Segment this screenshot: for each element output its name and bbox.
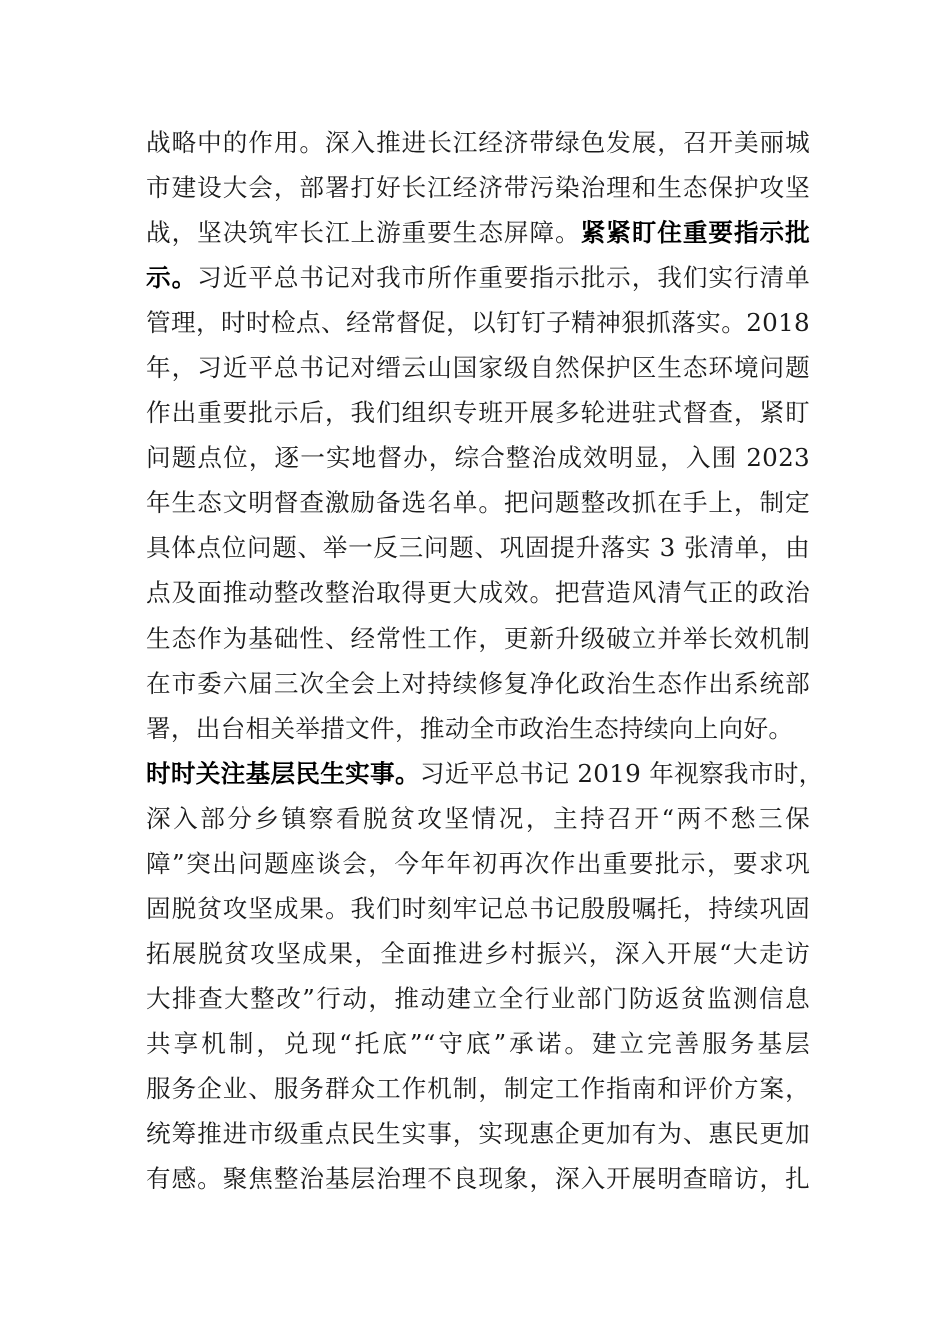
body-text-segment: 市建设大会，部署打好长江经济带污染治理和生态保护攻坚 [146, 173, 810, 203]
body-text-segment: 习近平总书记对我市所作重要指示批示，我们实行清单 [197, 263, 811, 293]
text-line [146, 300, 810, 345]
text-line [146, 435, 810, 480]
body-text-segment: 有感。聚焦整治基层治理不良现象，深入开展明查暗访，扎 [146, 1164, 810, 1194]
body-text-segment: 在市委六届三次全会上对持续修复净化政治生态作出系统部 [146, 668, 810, 698]
body-text-segment: 战，坚决筑牢长江上游重要生态屏障。 [146, 218, 581, 248]
body-text-segment: 深入部分乡镇察看脱贫攻坚情况，主持召开“两不愁三保 [146, 803, 810, 833]
body-text-segment: 具体点位问题、举一反三问题、巩固提升落实 3 张清单，由 [146, 533, 810, 563]
text-line [146, 841, 810, 886]
text-line [146, 931, 810, 976]
text-line [146, 570, 810, 615]
text-line [146, 751, 824, 796]
text-line [146, 1156, 810, 1201]
text-line [146, 120, 810, 165]
text-line [146, 1111, 810, 1156]
body-text-segment: 统筹推进市级重点民生实事，实现惠企更加有为、惠民更加 [146, 1119, 810, 1149]
body-text-segment: 习近平总书记 2019 年视察我市时， [419, 758, 824, 788]
body-text [146, 120, 824, 1201]
body-text-segment: 共享机制，兑现“托底”“守底”承诺。建立完善服务基层 [146, 1028, 810, 1058]
text-line [146, 796, 810, 841]
text-line [146, 255, 810, 300]
body-text-segment: 署，出台相关举措文件，推动全市政治生态持续向上向好。 [146, 713, 794, 743]
body-text-segment: 年，习近平总书记对缙云山国家级自然保护区生态环境问题 [146, 353, 810, 383]
bold-heading-text: 时时关注基层民生实事。 [146, 758, 420, 788]
body-text-segment: 大排查大整改”行动，推动建立全行业部门防返贫监测信息 [146, 983, 810, 1013]
bold-heading-text: 示。 [146, 263, 198, 293]
body-text-segment: 管理，时时检点、经常督促，以钉钉子精神狠抓落实。2018 [146, 308, 810, 338]
body-text-segment: 生态作为基础性、经常性工作，更新升级破立并举长效机制 [146, 623, 810, 653]
body-text-segment: 战略中的作用。深入推进长江经济带绿色发展，召开美丽城 [146, 128, 810, 157]
text-line [146, 165, 810, 210]
body-text-segment: 作出重要批示后，我们组织专班开展多轮进驻式督查，紧盯 [146, 398, 810, 428]
text-line [146, 886, 810, 931]
text-line [146, 345, 810, 390]
body-text-segment: 服务企业、服务群众工作机制，制定工作指南和评价方案， [146, 1073, 810, 1103]
body-text-segment: 障”突出问题座谈会，今年年初再次作出重要批示，要求巩 [146, 848, 810, 878]
text-line [146, 661, 810, 706]
text-line [146, 480, 810, 525]
bold-heading-text: 紧紧盯住重要指示批 [580, 218, 810, 248]
body-text-segment: 年生态文明督查激励备选名单。把问题整改抓在手上，制定 [146, 488, 810, 518]
body-text-segment: 固脱贫攻坚成果。我们时刻牢记总书记殷殷嘱托，持续巩固 [146, 893, 810, 923]
text-line [146, 1021, 810, 1066]
text-line [146, 706, 810, 751]
text-line [146, 616, 810, 661]
text-line [146, 976, 810, 1021]
body-text-segment: 拓展脱贫攻坚成果，全面推进乡村振兴，深入开展“大走访 [146, 938, 810, 968]
text-line [146, 210, 810, 255]
text-line [146, 390, 810, 435]
body-text-segment: 点及面推动整改整治取得更大成效。把营造风清气正的政治 [146, 578, 810, 608]
body-text-segment: 问题点位，逐一实地督办，综合整治成效明显，入围 2023 [146, 443, 810, 473]
text-line [146, 1066, 810, 1111]
text-line [146, 525, 810, 570]
